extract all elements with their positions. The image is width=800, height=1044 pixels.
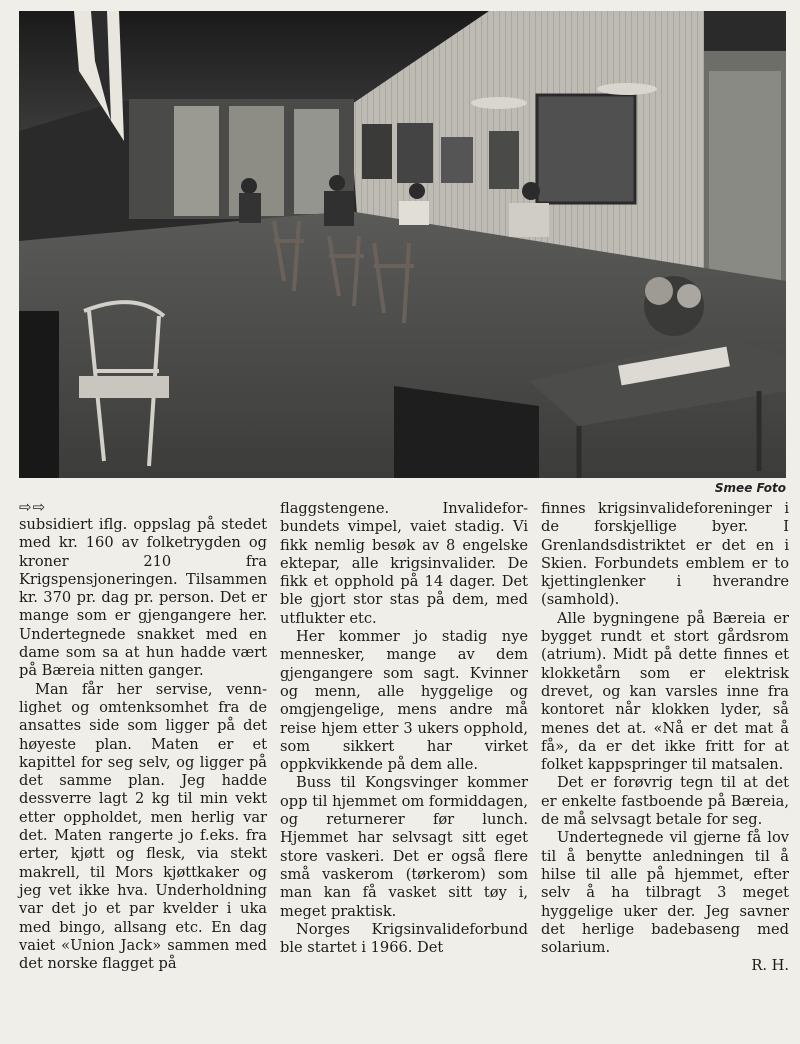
paragraph: Alle bygningene på Bæreia er bygget rundt et stort gårdsrom (atrium). Midt på dette finnes et klokketårn som er elektrisk drevet, og kan varsles inne fra kontoret når klokken lyder, så menes det at. «Nå er det mat å få», da er det ikke fritt for at folket kappspringer til matsalen. (541, 609, 789, 774)
continued-arrows-icon: ⇨⇨ (19, 498, 47, 516)
paragraph: Norges Krigsinvalideforbund ble startet i 1966. Det (280, 920, 528, 957)
photo-credit: Smee Foto (714, 481, 786, 495)
paragraph: Man får her servise, vennlighet og omtenksomhet fra de ansattes side som ligger på det høyeste plan. Maten er et kapittel for seg selv, og ligger på det samme plan. Jeg hadde dessverre lagt 2 kg til min vekt etter oppholdet, men herlig var det. Maten rangerte jo f.eks. fra erter, kjøtt og flesk, via stekt makrell, til Mors kjøttkaker og jeg vet ikke hva. Underholdning var det jo et par kvelder i uka med bingo, allsang etc. En dag vaiet «Union Jack» sammen med det norske flagget på (19, 680, 267, 973)
paragraph: Her kommer jo stadig nye mennesker, mange av dem gjengangere som sagt. Kvinner og menn, alle hyggelige og omgjengelige, mens andre må reise hjem etter 3 ukers opphold, som sikkert har virket oppkvikkende på dem alle. (280, 628, 528, 774)
paragraph: finnes krigsinvalideforeninger i de forskjellige byer. I Grenlandsdistriktet er det en i Skien. Forbundets emblem er to kjettinglenker i hverandre (samhold). (541, 500, 789, 609)
paragraph: Buss til Kongsvinger kommer opp til hjemmet om formiddagen, og returnerer før lunch. Hjemmet har selvsagt sitt eget store vaskeri. Det er også flere små vaskerom (tørkerom) som man kan få vasket sitt tøy i, meget praktisk. (280, 774, 528, 920)
paragraph: Det er forøvrig tegn til at det er enkelte fastboende på Bæreia, de må selvsagt betale for seg. (541, 774, 789, 829)
article-column-2 (280, 500, 528, 957)
lounge-photo (19, 11, 786, 478)
paragraph: Undertegnede vil gjerne få lov til å benytte anledningen til å hilse til alle på hjemmet, efter selv å ha tilbragt 3 meget hyggelige uker der. Jeg savner det herlige badebaseng med solarium. (541, 829, 789, 957)
article-column-1 (19, 516, 267, 973)
paragraph: subsidiert iflg. oppslag på stedet med kr. 160 av folketrygden og kroner 210 fra Krigspensjoneringen. Tilsammen kr. 370 pr. dag pr. person. Det er mange som er gjengangere her. Undertegnede snakket med en dame som sa at hun hadde vært på Bæreia nitten ganger. (19, 516, 267, 680)
article-column-3 (541, 500, 789, 976)
author-signature: R. H. (751, 957, 789, 975)
paragraph: flaggstengene. Invalideforbundets vimpel, vaiet stadig. Vi fikk nemlig besøk av 8 engelske ektepar, alle krigsinvalider. De fikk et opphold på 14 dager. Det ble gjort stor stas på dem, med utflukter etc. (280, 500, 528, 627)
